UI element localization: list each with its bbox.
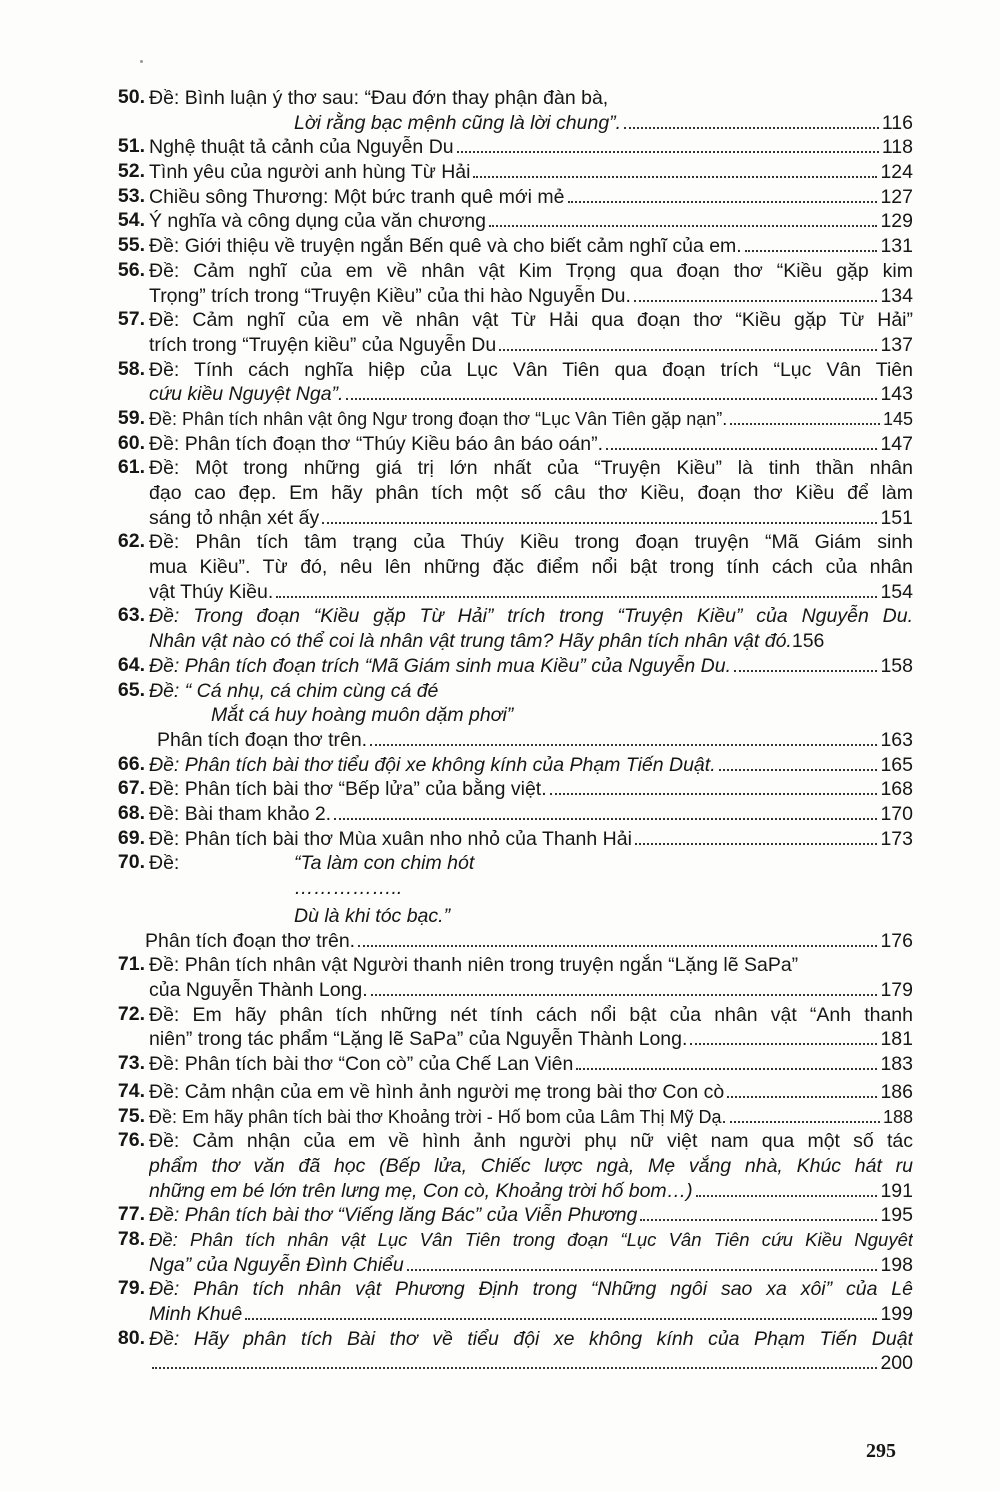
entry-number: 70. — [117, 851, 145, 874]
toc-entry-73 — [0, 1052, 1000, 1077]
entry-line: Đề: Tính cách nghĩa hiệp của Lục Vân Tiên qua đoạn trích “Lục Vân Tiên — [149, 358, 913, 381]
entry-number: 52. — [117, 160, 145, 183]
leader-dots — [371, 994, 878, 996]
page-ref: 198 — [880, 1253, 913, 1276]
entry-line: …………….. — [294, 877, 403, 899]
toc-entry-75 — [0, 1105, 1000, 1130]
page-ref: 173 — [880, 827, 913, 850]
entry-line: Đề: Em hãy phân tích những nét tính cách nổi bật của nhân vật “Anh thanh — [149, 1003, 913, 1026]
entry-line: Đề: Bài tham khảo 2. — [149, 802, 332, 825]
toc-entry-66 — [0, 753, 1000, 778]
leader-dots — [550, 793, 878, 795]
entry-number: 73. — [117, 1052, 145, 1075]
entry-number: 54. — [117, 209, 145, 232]
page-ref: 143 — [880, 383, 913, 406]
entry-line: Đề: Phân tích bài thơ tiểu đội xe không kính của Phạm Tiến Duật. — [149, 753, 716, 776]
leader-dots — [473, 176, 877, 178]
entry-line: Đề: Phân tích nhân vật ông Ngư trong đoạn thơ “Lục Vân Tiên gặp nạn”. — [149, 408, 728, 429]
entry-line: đạo cao đẹp. Em hãy phân tích một số câu thơ Kiều, đoạn thơ Kiều để làm — [149, 482, 913, 504]
leader-dots — [322, 522, 877, 524]
page-ref: 168 — [880, 778, 913, 801]
leader-dots — [690, 1043, 877, 1045]
page-ref: 129 — [880, 210, 913, 233]
toc-entry-65 — [0, 679, 1000, 753]
leader-dots — [719, 769, 878, 771]
toc-entry-62 — [0, 530, 1000, 604]
entry-number: 76. — [117, 1129, 145, 1152]
entry-number: 78. — [117, 1227, 145, 1250]
toc-entry-50 — [0, 86, 1000, 135]
entry-line: Đề: Cảm nghĩ của em về nhân vật Kim Trọng qua đoạn thơ “Kiều gặp kim — [149, 259, 913, 282]
entry-line: Tình yêu của người anh hùng Từ Hải — [149, 161, 471, 184]
toc-entry-63 — [0, 604, 1000, 653]
entry-number: 50. — [117, 86, 145, 108]
entry-number: 64. — [117, 653, 145, 676]
page-ref: 163 — [880, 728, 913, 751]
entry-line: Dù là khi tóc bạc.” — [294, 905, 451, 927]
toc-entry-79 — [0, 1277, 1000, 1326]
entry-line: Đề: Phân tích đoạn thơ “Thúy Kiều báo ân báo oán”. — [149, 432, 604, 455]
toc-entry-53 — [0, 185, 1000, 210]
leader-dots — [334, 818, 877, 820]
entry-line: Mắt cá huy hoàng muôn dặm phơi” — [211, 704, 514, 727]
page-ref: 165 — [880, 753, 913, 776]
leader-dots — [640, 1219, 877, 1221]
entry-line: Trọng” trích trong “Truyện Kiều” của thi hào Nguyễn Du. — [149, 284, 631, 307]
toc-entry-60 — [0, 432, 1000, 457]
page-ref: 124 — [880, 161, 913, 184]
page-ref: 191 — [880, 1179, 913, 1202]
leader-dots — [576, 1068, 877, 1070]
entry-line: Đề: Phân tích bài thơ “Con cò” của Chế Lan Viên — [149, 1053, 574, 1076]
entry-number: 62. — [117, 530, 145, 553]
leader-dots — [245, 1318, 877, 1320]
toc-entry-76 — [0, 1129, 1000, 1203]
entry-number: 71. — [117, 953, 145, 976]
entry-line: vật Thúy Kiều. — [149, 580, 274, 603]
toc-entry-56 — [0, 259, 1000, 308]
entry-line: Minh Khuê — [149, 1303, 243, 1325]
entry-line: Đề: Giới thiệu về truyện ngắn Bến quê và cho biết cảm nghĩ của em. — [149, 235, 742, 258]
entry-line: mua Kiều”. Từ đó, nêu lên những đặc điểm nổi bật trong tính cách của nhân — [149, 556, 913, 579]
leader-dots — [499, 349, 877, 351]
page-ref: 118 — [881, 136, 913, 159]
leader-dots — [745, 250, 878, 252]
page-ref: 131 — [880, 235, 913, 258]
leader-dots — [727, 1096, 877, 1098]
toc-entry-59 — [0, 407, 1000, 432]
entry-line: Phân tích đoạn thơ trên. — [145, 929, 356, 952]
toc-entry-67 — [0, 777, 1000, 802]
leader-dots — [370, 744, 877, 746]
page-ref: 127 — [880, 185, 913, 208]
entry-number: 55. — [117, 234, 145, 257]
leader-dots — [568, 201, 878, 203]
toc-entry-80 — [0, 1327, 1000, 1376]
page-ref: 200 — [880, 1352, 913, 1375]
toc-entry-61 — [0, 456, 1000, 530]
entry-line: Đề: Phân tích bài thơ “Viếng lăng Bác” của Viễn Phương — [149, 1204, 638, 1227]
entry-line: “Ta làm con chim hót — [294, 852, 475, 875]
entry-number: 79. — [117, 1277, 145, 1300]
page-ref: 181 — [880, 1028, 913, 1051]
entry-line: trích trong “Truyện kiều” của Nguyễn Du — [149, 333, 497, 356]
entry-line: cứu kiều Nguyệt Nga”. — [149, 383, 344, 406]
toc-entry-57 — [0, 308, 1000, 357]
page-ref: 158 — [880, 654, 913, 677]
entry-number: 59. — [117, 406, 145, 429]
page-ref: 170 — [880, 802, 913, 825]
entry-number: 63. — [117, 604, 145, 627]
entry-line: Đề: Phân tích tâm trạng của Thúy Kiều trong đoạn truyện “Mã Giám sinh — [149, 531, 913, 554]
entry-line: Đề: Bình luận ý thơ sau: “Đau đớn thay phận đàn bà, — [149, 87, 609, 109]
entry-number: 66. — [117, 752, 145, 775]
entry-line: Ý nghĩa và công dụng của văn chương — [149, 210, 486, 233]
leader-dots — [152, 1367, 877, 1369]
page-ref: 156 — [791, 630, 825, 653]
entry-line: Phân tích đoạn thơ trên. — [157, 728, 368, 751]
toc-entry-78 — [0, 1228, 1000, 1277]
table-of-contents — [0, 86, 1000, 1376]
page-ref: 199 — [880, 1303, 913, 1325]
entry-line: Nhân vật nào có thể coi là nhân vật trung tâm? Hãy phân tích nhân vật đó. — [149, 630, 792, 653]
entry-number: 57. — [117, 308, 145, 331]
toc-entry-54 — [0, 209, 1000, 234]
entry-line: niên” trong tác phẩm “Lặng lẽ SaPa” của Nguyễn Thành Long. — [149, 1028, 688, 1051]
entry-line: những em bé lớn trên lưng mẹ, Con cò, Khoảng trời hố bom…) — [149, 1179, 693, 1202]
page-ref: 186 — [880, 1080, 913, 1103]
entry-number: 67. — [117, 777, 145, 800]
entry-number: 72. — [117, 1002, 145, 1025]
toc-entry-55 — [0, 234, 1000, 259]
leader-dots — [635, 843, 878, 845]
leader-dots — [346, 398, 877, 400]
toc-entry-51 — [0, 135, 1000, 160]
toc-entry-52 — [0, 160, 1000, 185]
toc-entry-70 — [0, 851, 1000, 953]
page-ref: 179 — [880, 979, 913, 1002]
entry-line: Đề: Cảm nhận của em về hình ảnh người phụ nữ việt nam qua một số tác — [149, 1130, 913, 1153]
entry-line: phẩm thơ văn đã học (Bếp lửa, Chiếc lược ngà, Mẹ vắng nhà, Khúc hát ru — [149, 1154, 913, 1177]
page-ref: 188 — [882, 1106, 913, 1127]
entry-line: Đề: Phân tích bài thơ “Bếp lửa” của bằng việt. — [149, 778, 547, 801]
leader-dots — [696, 1195, 878, 1197]
entry-line: sáng tỏ nhận xét ấy — [149, 506, 320, 529]
entry-line: Đề: Phân tích nhân vật Phương Định trong “Những ngôi sao xa xôi” của Lê — [149, 1278, 913, 1301]
toc-entry-72 — [0, 1003, 1000, 1052]
toc-entry-58 — [0, 358, 1000, 407]
page-number: 295 — [866, 1440, 896, 1462]
leader-dots — [457, 151, 879, 153]
entry-line: Đề: Trong đoạn “Kiều gặp Từ Hải” trích trong “Truyện Kiều” của Nguyễn Du. — [149, 605, 913, 628]
print-speck — [140, 60, 143, 63]
leader-dots — [489, 225, 877, 227]
entry-number: 60. — [117, 431, 145, 454]
toc-entry-64 — [0, 654, 1000, 679]
entry-number: 51. — [117, 135, 145, 158]
page-ref: 116 — [881, 111, 913, 134]
entry-line: Đề: Phân tích đoạn trích “Mã Giám sinh mua Kiều” của Nguyễn Du. — [149, 654, 732, 677]
page-ref: 154 — [880, 580, 913, 603]
entry-line: Đề: Em hãy phân tích bài thơ Khoảng trời - Hố bom của Lâm Thị Mỹ Dạ. — [149, 1106, 727, 1127]
page-ref: 134 — [880, 284, 913, 307]
page-ref: 195 — [880, 1204, 913, 1227]
entry-number: 65. — [117, 678, 145, 701]
entry-number: 58. — [117, 357, 145, 380]
entry-number: 61. — [117, 456, 145, 479]
page-ref: 145 — [882, 408, 913, 429]
page-ref: 183 — [880, 1053, 913, 1076]
entry-line: Đề: Phân tích nhân vật Người thanh niên trong truyện ngắn “Lặng lẽ SaPa” — [149, 954, 799, 977]
page-ref: 137 — [880, 333, 913, 356]
entry-line: Lời rằng bạc mệnh cũng là lời chung”. — [294, 111, 622, 134]
toc-entry-77 — [0, 1203, 1000, 1228]
entry-number: 75. — [117, 1104, 145, 1127]
toc-entry-69 — [0, 827, 1000, 852]
leader-dots — [634, 300, 878, 302]
page-ref: 176 — [880, 929, 913, 952]
page-ref: 147 — [880, 432, 913, 455]
leader-dots — [730, 1121, 880, 1123]
entry-number: 56. — [117, 258, 145, 281]
entry-line: của Nguyễn Thành Long. — [149, 979, 368, 1002]
leader-dots — [606, 448, 877, 450]
entry-number: 68. — [117, 801, 145, 824]
entry-line: Đề: — [149, 852, 180, 875]
page-ref: 151 — [880, 506, 913, 529]
entry-line: Đề: “ Cá nhụ, cá chim cùng cá đé — [149, 679, 439, 702]
leader-dots — [358, 945, 877, 947]
entry-line: Đề: Cảm nhận của em về hình ảnh người mẹ trong bài thơ Con cò — [149, 1080, 725, 1103]
leader-dots — [407, 1269, 878, 1271]
entry-line: Nghệ thuật tả cảnh của Nguyễn Du — [149, 136, 454, 159]
entry-line: Đề: Phân tích bài thơ Mùa xuân nho nhỏ của Thanh Hải — [149, 827, 632, 850]
entry-line: Đề: Một trong những giá trị lớn nhất của “Truyện Kiều” là tinh thần nhân — [149, 457, 913, 480]
leader-dots — [734, 670, 877, 672]
entry-number: 74. — [117, 1079, 145, 1102]
leader-dots — [730, 423, 880, 425]
leader-dots — [276, 596, 877, 598]
leader-dots — [624, 127, 879, 129]
toc-entry-74 — [0, 1080, 1000, 1105]
toc-entry-68 — [0, 802, 1000, 827]
entry-line: Chiều sông Thương: Một bức tranh quê mới mẻ — [149, 185, 565, 208]
entry-number: 77. — [117, 1203, 145, 1226]
entry-line: Đề: Cảm nghĩ của em về nhân vật Từ Hải qua đoạn thơ “Kiều gặp Từ Hải” — [149, 309, 913, 332]
entry-number: 80. — [117, 1326, 145, 1349]
entry-number: 53. — [117, 184, 145, 207]
entry-line: Nga” của Nguyễn Đình Chiểu — [149, 1253, 404, 1276]
entry-number: 69. — [117, 826, 145, 849]
entry-line: Đề: Phân tích nhân vật Lục Vân Tiên trong đoạn “Lục Vân Tiên cứu Kiều Nguyêt — [149, 1228, 913, 1250]
entry-line: Đề: Hãy phân tích Bài thơ về tiểu đội xe không kính của Phạm Tiến Duật — [149, 1327, 913, 1350]
toc-entry-71 — [0, 953, 1000, 1002]
